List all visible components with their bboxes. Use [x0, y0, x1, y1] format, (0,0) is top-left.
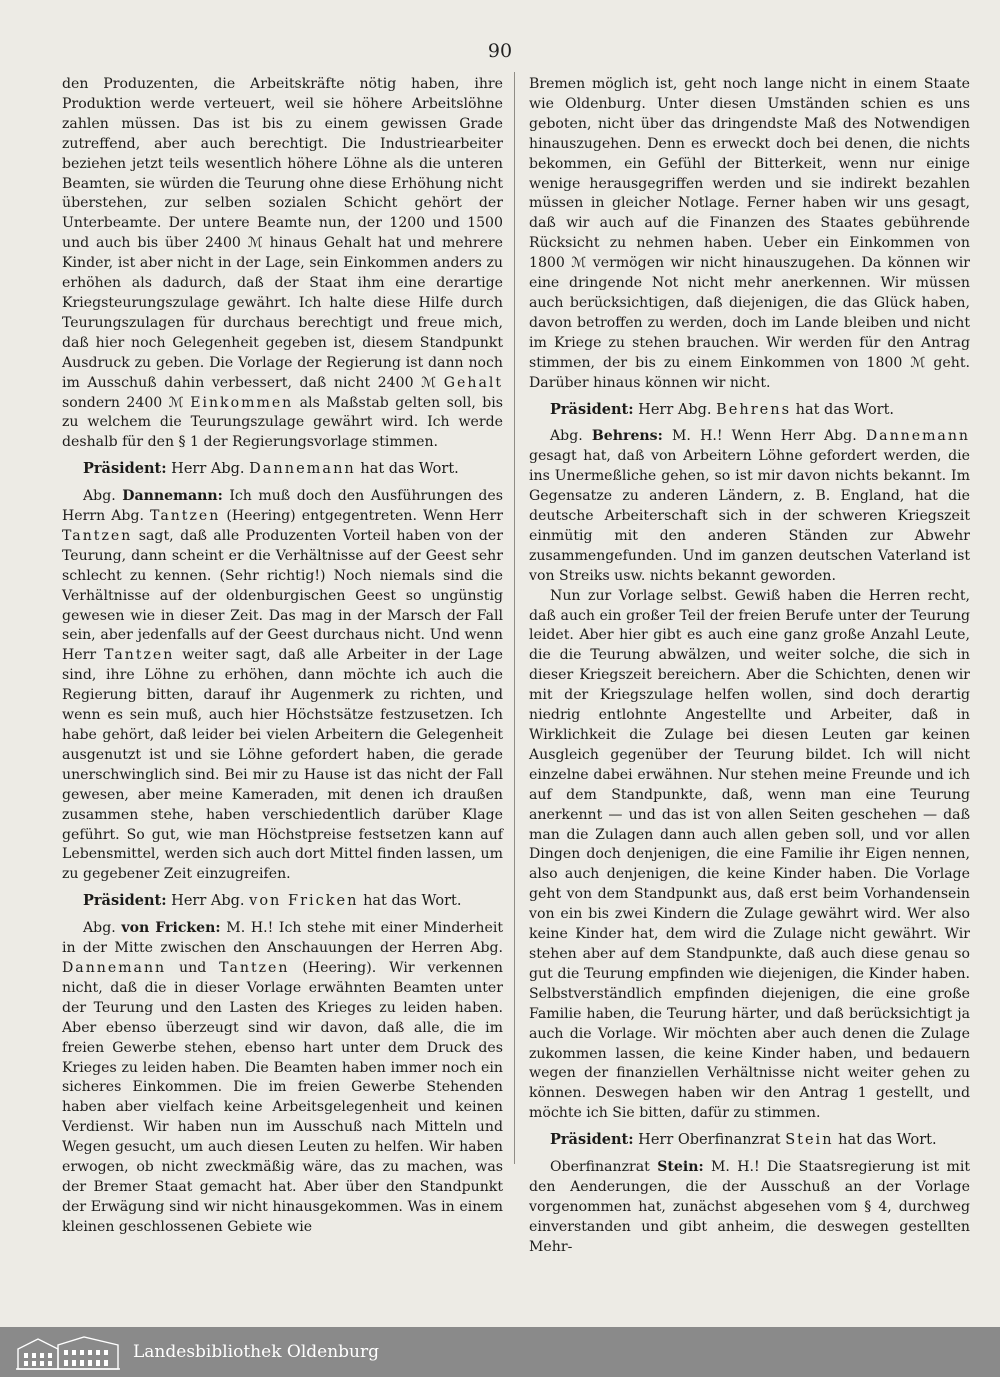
- page-number: 90: [487, 40, 513, 62]
- paragraph: den Produzenten, die Arbeitskräfte nötig haben, ihre Produktion werde verteuert, weil sie höhere Arbeitslöhne zahlen müssen. Das ist bis zu einem gewissen Grade zutreffend, aber auch berechtigt. Die Industriearbeiter beziehen jetzt teils wesentlich höhere Löhne als die unteren Beamten, sie würden die Teurung ohne diese Erhöhung nicht überstehen, zur selben sozialen Schicht gehört der Unterbeamte. Der untere Beamte nun, der 1200 und 1500 und auch bis über 2400 ℳ hinaus Gehalt hat und mehrere Kinder, ist aber nicht in der Lage, sein Einkommen anders zu erhöhen als dadurch, daß der Staat ihm eine derartige Kriegsteurungszulage gewährt. Ich halte diese Hilfe durch Teurungszulagen für durchaus berechtigt und freue mich, daß hier noch Gelegenheit gegeben ist, diesem Standpunkt Ausdruck zu geben. Die Vorlage der Regierung ist dann noch im Ausschuß dahin verbessert, daß nicht 2400 ℳ Gehalt sondern 2400 ℳ Einkommen als Maßstab gelten soll, bis zu welchem die Teurungszulage gewährt wird. Ich werde deshalb für den § 1 der Regierungsvorlage stimmen.: [62, 76, 504, 451]
- emphasis: Gehalt: [443, 374, 504, 391]
- paragraph: Oberfinanzrat Stein: M. H.! Die Staatsregierung ist mit den Aenderungen, die der Ausschuß an der Vorlage vorgenommen hat, zunächst abgesehen vom § 4, durchweg einverstanden und gibt anheim, die deswegen gestellten Mehr-: [529, 1159, 970, 1255]
- speaker-name: Dannemann:: [122, 488, 223, 505]
- speaker-name: Behrens:: [591, 428, 663, 445]
- paragraph: Nun zur Vorlage selbst. Gewiß haben die Herren recht, daß auch ein großer Teil der freien Berufe unter der Teurung leidet. Aber hier gibt es auch eine ganz große Anzahl Leute, die die Teurung abwälzen, und weiter solche, die sich in dieser Kriegszeit bereichern. Aber die Schichten, denen wir mit der Kriegszulage helfen wollen, sind doch derartig niedrig entlohnte Angestellte und Arbeiter, daß in Wirklichkeit die Zulage bei diesen Leuten gar keinen Ausgleich gegenüber der Teurung bildet. Ich will nicht einzelne dabei erwähnen. Nur stehen meine Freunde und ich auf dem Standpunkte, daß, wenn man eine Teurung anerkennt — und das ist von allen Seiten geschehen — daß man die Zulagen dann auch allen geben soll, und vor allen Dingen doch denjenigen, die eine Familie ihr Eigen nennen, also auch denjenigen, die keine Kinder haben. Die Vorlage geht von dem Standpunkt aus, daß erst beim Vorhandensein von ein bis zwei Kindern die Zulage gewährt wird. Wer also keine Kinder hat, dem wird die Zulage nicht gewährt. Wir stehen aber auf dem Standpunkte, daß auch diese genau so gut die Teurung empfinden wie diejenigen, die Kinder haben. Selbstverständlich empfinden diejenigen, die eine große Familie haben, die Teurung härter, und daß berücksichtigt ja auch die Vorlage. Wir möchten aber auch denen die Zulage zukommen lassen, die keine Kinder haben, und bedauern wegen der finanziellen Verhältnisse nicht weiter gehen zu können. Deswegen haben wir den Antrag 1 gestellt, und möchte ich Sie bitten, dafür zu stimmen.: [529, 587, 970, 1122]
- library-building-icon: [14, 1333, 122, 1371]
- emphasis: Einkommen: [190, 394, 294, 411]
- speaker-label: Präsident:: [83, 892, 167, 910]
- paragraph: Abg. von Fricken: M. H.! Ich stehe mit einer Minderheit in der Mitte zwischen den Anschauungen der Herren Abg. Dannemann und Tantzen (Heering). Wir verkennen nicht, daß die in dieser Vorlage erwähnten Beamten unter der Teurung und den Lasten des Krieges zu leiden haben. Aber ebenso überzeugt sind wir davon, daß alle, die im freien Gewerbe stehen, ebenso hart unter dem Druck des Krieges zu leiden haben. Die Beamten haben immer noch ein sicheres Einkommen. Die im freien Gewerbe Stehenden haben aber vielfach keine Arbeitsgelegenheit und keinen Verdienst. Wir haben nun im Ausschuß nach Mitteln und Wegen gesucht, um auch diesen Leuten zu helfen. Wir haben erwogen, ob nicht zweckmäßig wäre, das zu machen, was der Bremer Staat gemacht hat. Aber über den Standpunkt der Erwägung sind wir nicht hinausgekommen. Was in einem kleinen geschlossenen Gebiete wie: [62, 920, 504, 1235]
- library-name: Landesbibliothek Oldenburg: [133, 1342, 380, 1362]
- president-line: Präsident: Herr Abg. Dannemann hat das Wort.: [83, 460, 459, 478]
- president-line: Präsident: Herr Oberfinanzrat Stein hat das Wort.: [550, 1131, 937, 1149]
- library-footer-bar: [0, 1327, 1000, 1377]
- column-divider: [514, 72, 515, 1164]
- left-column: [62, 75, 503, 1238]
- speaker-label: Präsident:: [83, 460, 167, 478]
- president-line: Präsident: Herr Abg. von Fricken hat das Wort.: [83, 892, 462, 910]
- speaker-label: Präsident:: [550, 1131, 634, 1149]
- paragraph: Abg. Dannemann: Ich muß doch den Ausführungen des Herrn Abg. Tantzen (Heering) entgegentreten. Wenn Herr Tantzen sagt, daß alle Produzenten Vorteil haben von der Teurung, dann scheint er die Verhältnisse auf der Geest sehr schlecht zu kennen. (Sehr richtig!) Noch niemals sind die Verhältnisse auf der oldenburgischen Geest so ungünstig gewesen wie in dieser Zeit. Das mag in der Marsch der Fall sein, aber jedenfalls auf der Geest durchaus nicht. Und wenn Herr Tantzen weiter sagt, daß alle Arbeiter in der Lage sind, ihre Löhne zu erhöhen, dann möchte ich auch die Regierung bitten, darauf ihr Augenmerk zu richten, und wenn es sein muß, auch hier Höchstsätze festzusetzen. Ich habe gehört, daß leider bei vielen Arbeitern die Gelegenheit ausgenutzt ist und sie Löhne gefordert haben, die gerade unerschwinglich sind. Bei mir zu Hause ist das nicht der Fall gewesen, aber meine Kameraden, mit denen ich draußen zusammen stehe, haben verschiedentlich darüber Klage geführt. So gut, wie man Höchstpreise festsetzen kann auf Lebensmittel, werden sich auch dort Mittel finden lassen, um zu gegebener Zeit einzugreifen.: [62, 488, 503, 883]
- paragraph: Bremen möglich ist, geht noch lange nicht in einem Staate wie Oldenburg. Unter diesen Umständen schien es uns geboten, nicht über das dringendste Maß des Notwendigen hinauszugehen. Denn es erweckt doch bei denen, die nichts bekommen, ein Gefühl der Bitterkeit, wenn nur einige wenige herausgegriffen werden und sie indirekt bezahlen müssen in gleicher Notlage. Ferner haben wir uns gesagt, daß wir auch auf die Finanzen des Staates gebührende Rücksicht zu nehmen haben. Ueber ein Einkommen von 1800 ℳ vermögen wir nicht hinauszugehen. Da können wir eine dringende Not nicht mehr anerkennen. Wir müssen auch berücksichtigen, daß diejenigen, die das Glück haben, davon betroffen zu werden, doch im Lande bleiben und nicht im Kriege zu stehen brauchen. Wir werden für den Antrag stimmen, der bis zu einem Einkommen von 1800 ℳ geht. Darüber hinaus können wir nicht.: [529, 76, 970, 391]
- speaker-name: Stein:: [657, 1159, 704, 1176]
- president-line: Präsident: Herr Abg. Behrens hat das Wort.: [550, 400, 895, 418]
- paragraph: Abg. Behrens: M. H.! Wenn Herr Abg. Dannemann gesagt hat, daß von Arbeitern Löhne gefordert werden, die ins Unermeßliche gehen, so ist mir davon nichts bekannt. Im Gegensatze zu anderen Ländern, z. B. England, hat die deutsche Arbeiterschaft sich in der schweren Kriegszeit einmütig mit den anderen Ständen zur Abwehr zusammengefunden. Und im ganzen deutschen Vaterland ist von Streiks usw. nichts bekannt geworden.: [529, 428, 970, 584]
- speaker-name: von Fricken:: [121, 920, 221, 937]
- right-column: [529, 75, 970, 1258]
- speaker-label: Präsident:: [550, 400, 634, 418]
